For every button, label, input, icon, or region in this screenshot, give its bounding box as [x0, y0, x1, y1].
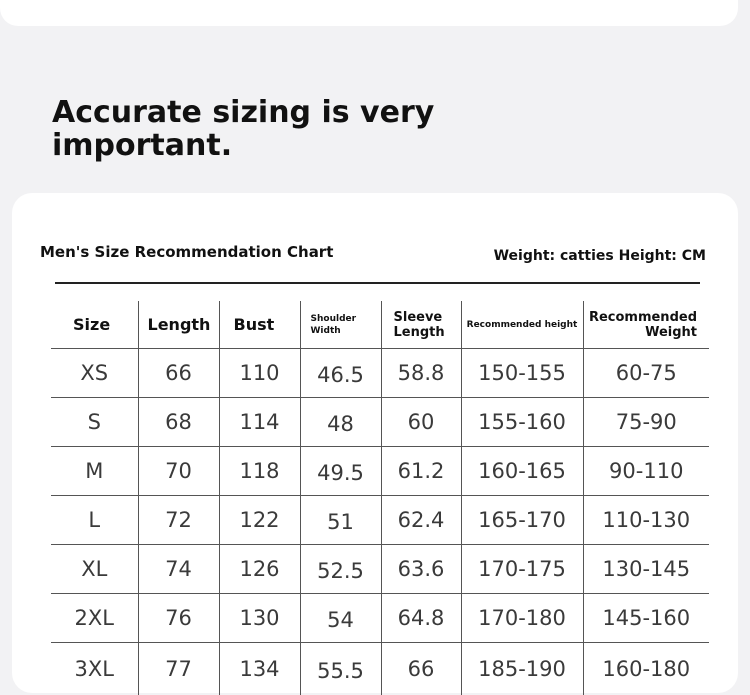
cell-bust: 114	[219, 398, 300, 447]
cell-sleeve: 64.8	[381, 594, 461, 643]
cell-weight: 75-90	[583, 398, 709, 447]
cell-length: 76	[138, 594, 219, 643]
header-recommended-height: Recommended height	[461, 301, 583, 349]
cell-length: 70	[138, 447, 219, 496]
header-shoulder-line1: Shoulder	[311, 314, 357, 324]
cell-weight: 110-130	[583, 496, 709, 545]
cell-sleeve: 62.4	[381, 496, 461, 545]
cell-bust: 126	[219, 545, 300, 594]
table-row	[51, 594, 709, 643]
size-table	[51, 301, 709, 695]
cell-sleeve: 58.8	[381, 349, 461, 398]
header-weight-line2: Weight	[645, 325, 697, 340]
cell-bust: 122	[219, 496, 300, 545]
cell-shoulder: 46.5	[300, 349, 381, 398]
cell-sleeve: 60	[381, 398, 461, 447]
cell-weight: 130-145	[583, 545, 709, 594]
cell-bust: 134	[219, 643, 300, 695]
cell-height: 150-155	[461, 349, 583, 398]
table-header-row	[51, 301, 709, 349]
cell-bust: 118	[219, 447, 300, 496]
header-sleeve-line2: Length	[394, 325, 445, 340]
cell-size: L	[51, 496, 138, 545]
table-row	[51, 643, 709, 695]
cell-shoulder: 49.5	[300, 447, 381, 496]
header-weight-line1: Recommended	[589, 310, 697, 325]
cell-weight: 145-160	[583, 594, 709, 643]
cell-size: 3XL	[51, 643, 138, 695]
cell-size: M	[51, 447, 138, 496]
cell-length: 77	[138, 643, 219, 695]
header-size: Size	[51, 301, 138, 349]
header-recommended-weight	[583, 301, 709, 349]
table-row	[51, 496, 709, 545]
cell-sleeve: 66	[381, 643, 461, 695]
header-shoulder-width	[300, 301, 381, 349]
cell-shoulder: 54	[300, 594, 381, 643]
cell-size: XL	[51, 545, 138, 594]
cell-shoulder: 55.5	[300, 643, 381, 695]
cell-bust: 110	[219, 349, 300, 398]
cell-height: 155-160	[461, 398, 583, 447]
cell-shoulder: 48	[300, 398, 381, 447]
cell-length: 68	[138, 398, 219, 447]
table-row	[51, 398, 709, 447]
header-sleeve-line1: Sleeve	[394, 310, 443, 325]
table-row	[51, 545, 709, 594]
cell-height: 185-190	[461, 643, 583, 695]
cell-height: 160-165	[461, 447, 583, 496]
header-length: Length	[138, 301, 219, 349]
table-row	[51, 349, 709, 398]
cell-sleeve: 63.6	[381, 545, 461, 594]
cell-sleeve: 61.2	[381, 447, 461, 496]
title-divider	[55, 282, 700, 284]
chart-title: Men's Size Recommendation Chart	[40, 243, 333, 261]
chart-units-note: Weight: catties Height: CM	[494, 248, 706, 264]
cell-bust: 130	[219, 594, 300, 643]
cell-weight: 60-75	[583, 349, 709, 398]
table-row	[51, 447, 709, 496]
headline: Accurate sizing is very important.	[52, 96, 452, 162]
cell-height: 165-170	[461, 496, 583, 545]
cell-weight: 160-180	[583, 643, 709, 695]
cell-weight: 90-110	[583, 447, 709, 496]
cell-length: 74	[138, 545, 219, 594]
cell-size: 2XL	[51, 594, 138, 643]
header-shoulder-line2: Width	[311, 326, 341, 336]
cell-size: S	[51, 398, 138, 447]
cell-shoulder: 51	[300, 496, 381, 545]
cell-length: 66	[138, 349, 219, 398]
size-chart-card	[12, 193, 738, 693]
header-bust: Bust	[219, 301, 300, 349]
cell-length: 72	[138, 496, 219, 545]
cell-shoulder: 52.5	[300, 545, 381, 594]
header-sleeve-length	[381, 301, 461, 349]
cell-height: 170-180	[461, 594, 583, 643]
cell-size: XS	[51, 349, 138, 398]
top-card	[0, 0, 738, 26]
cell-height: 170-175	[461, 545, 583, 594]
